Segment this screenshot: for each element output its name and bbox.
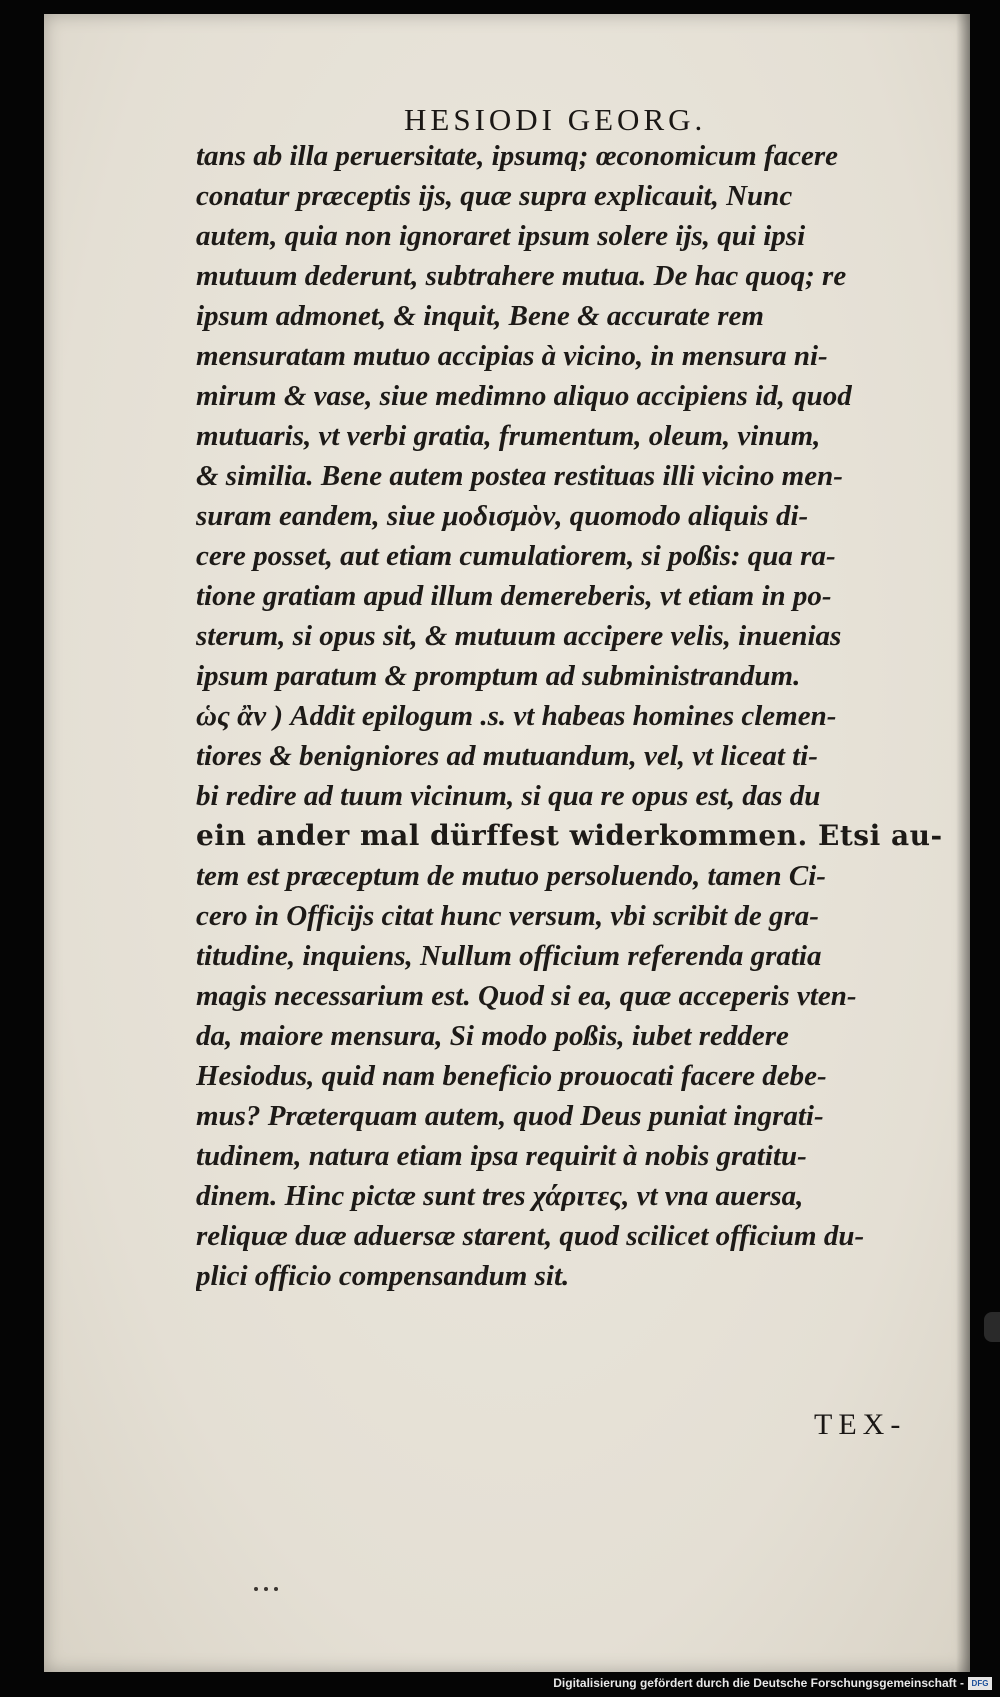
text-line: tudinem, natura etiam ipsa requirit à nobis gratitu- xyxy=(196,1140,807,1172)
text-line: cero in Officijs citat hunc versum, vbi scribit de gra- xyxy=(196,900,819,932)
text-line: mutuum dederunt, subtrahere mutua. De hac quoq; re xyxy=(196,260,847,292)
catchword: TEX- xyxy=(814,1408,907,1441)
text-line: reliquæ duæ aduersæ starent, quod scilicet officium du- xyxy=(196,1220,865,1252)
page-edge-shadow xyxy=(956,14,970,1672)
digitization-footer xyxy=(553,1673,992,1693)
text-line: titudine, inquiens, Nullum officium referenda gratia xyxy=(196,940,822,972)
text-line: cere posset, aut etiam cumulatiorem, si poßis: qua ra- xyxy=(196,540,836,572)
running-head: HESIODI GEORG. xyxy=(404,102,707,137)
text-line: plici officio compensandum sit. xyxy=(196,1260,570,1292)
dfg-logo: DFG xyxy=(968,1677,992,1690)
text-line: bi redire ad tuum vicinum, si qua re opus est, das du xyxy=(196,780,821,812)
text-line: tans ab illa peruersitate, ipsumq; œconomicum facere xyxy=(196,140,839,172)
text-line: conatur præceptis ijs, quæ supra explicauit, Nunc xyxy=(196,180,793,212)
scroll-edge-tab xyxy=(984,1312,1000,1342)
text-line-german: ein ander mal dürffest widerkommen. Etsi au- xyxy=(196,819,943,852)
text-line: Hesiodus, quid nam beneficio prouocati facere debe- xyxy=(196,1060,827,1092)
body-text xyxy=(196,136,956,1296)
text-line: autem, quia non ignoraret ipsum solere ijs, qui ipsi xyxy=(196,220,806,252)
text-line: mirum & vase, siue medimno aliquo accipiens id, quod xyxy=(196,380,852,412)
text-line: sterum, si opus sit, & mutuum accipere velis, inuenias xyxy=(196,620,842,652)
text-line: tione gratiam apud illum demereberis, vt etiam in po- xyxy=(196,580,832,612)
text-line: dinem. Hinc pictæ sunt tres χάριτες, vt vna auersa, xyxy=(196,1180,804,1212)
text-line: & similia. Bene autem postea restituas illi vicino men- xyxy=(196,460,843,492)
footer-credit-text: Digitalisierung gefördert durch die Deutsche Forschungsgemeinschaft - xyxy=(553,1676,964,1690)
text-line: ὡς ἂν ) Addit epilogum .s. vt habeas homines clemen- xyxy=(196,700,837,732)
text-line: suram eandem, siue μοδισμὸν, quomodo aliquis di- xyxy=(196,500,809,532)
text-line: tem est præceptum de mutuo persoluendo, tamen Ci- xyxy=(196,860,826,892)
text-line: ipsum paratum & promptum ad subministrandum. xyxy=(196,660,801,692)
text-line: tiores & benigniores ad mutuandum, vel, vt liceat ti- xyxy=(196,740,818,772)
text-line: mus? Præterquam autem, quod Deus puniat ingrati- xyxy=(196,1100,824,1132)
text-line: magis necessarium est. Quod si ea, quæ acceperis vten- xyxy=(196,980,857,1012)
text-line: mutuaris, vt verbi gratia, frumentum, oleum, vinum, xyxy=(196,420,821,452)
text-line: mensuratam mutuo accipias à vicino, in mensura ni- xyxy=(196,340,828,372)
text-line: ipsum admonet, & inquit, Bene & accurate rem xyxy=(196,300,764,332)
signature-mark xyxy=(254,1578,294,1584)
text-line: da, maiore mensura, Si modo poßis, iubet reddere xyxy=(196,1020,789,1052)
